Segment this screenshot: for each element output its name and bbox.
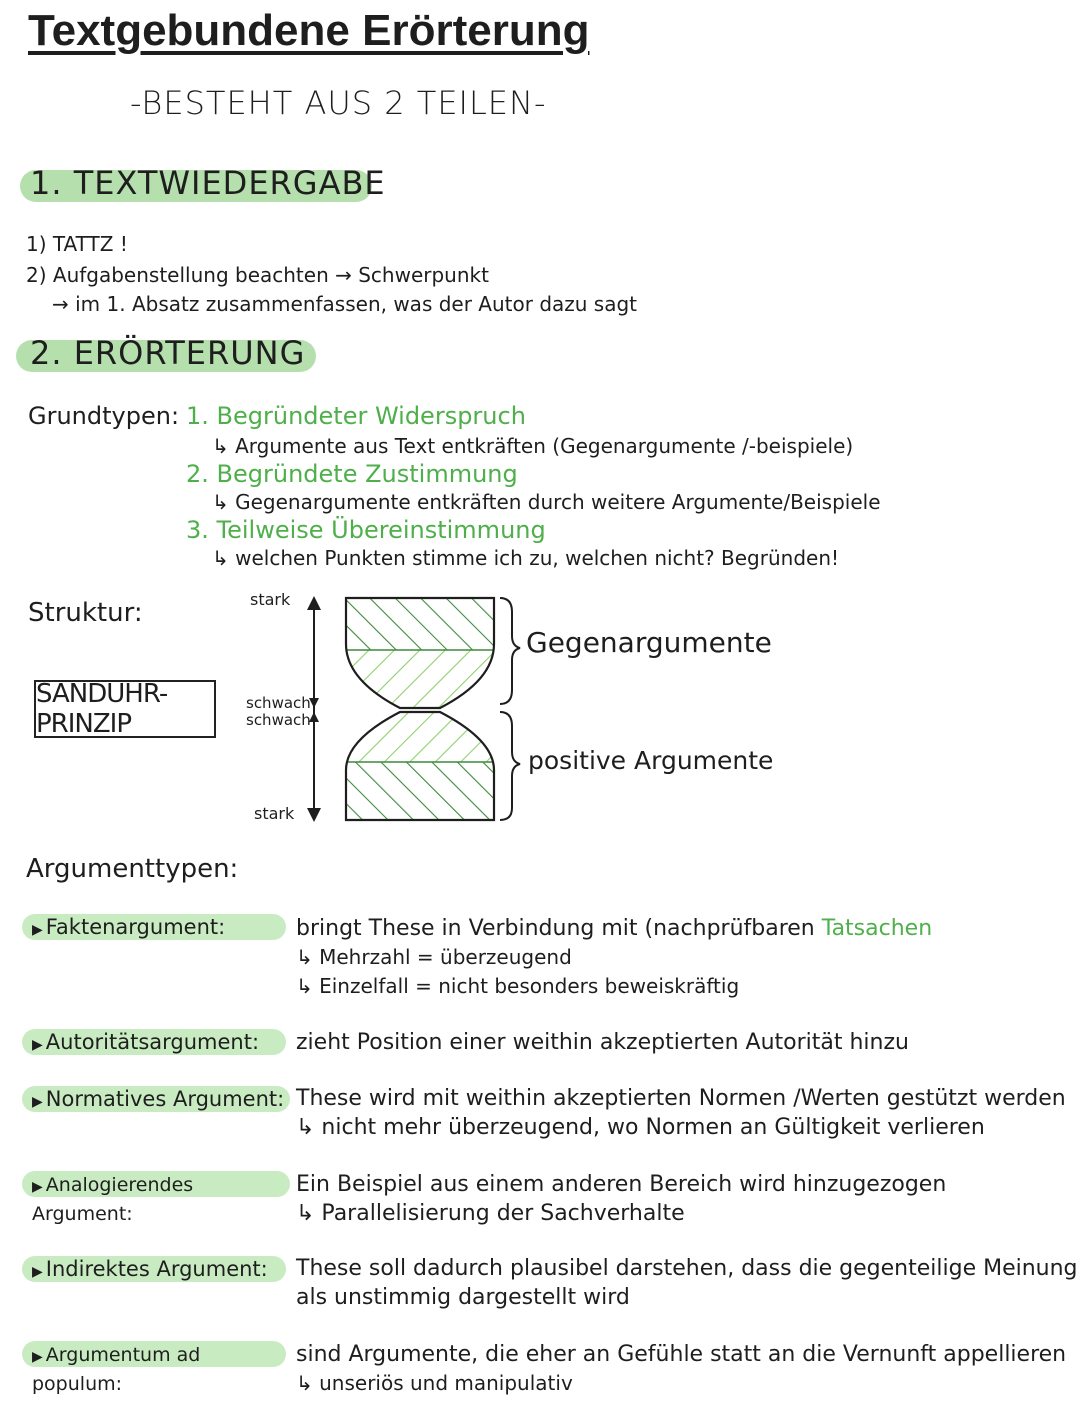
section1-item-3: → im 1. Absatz zusammenfassen, was der Autor dazu sagt [52, 292, 638, 316]
section1-item-1: 1) TATTZ ! [26, 232, 128, 256]
section1-heading: 1. TEXTWIEDERGABE [30, 164, 386, 202]
analogie-line-2: ↳ Parallelisierung der Sachverhalte [296, 1201, 685, 1226]
positive-argumente-label: positive Argumente [528, 746, 774, 775]
autoritaet-line-1: zieht Position einer weithin akzeptierten Autorität hinzu [296, 1030, 909, 1055]
section2-heading: 2. ERÖRTERUNG [30, 334, 306, 372]
argument-tag-fakten: ▶ Faktenargument: [22, 914, 286, 940]
grundtyp-3-desc: ↳ welchen Punkten stimme ich zu, welchen nicht? Begründen! [212, 546, 840, 570]
sanduhr-prinzip-box: SANDUHR-PRINZIP [34, 680, 216, 738]
argument-def-ad-populum [296, 1340, 1066, 1398]
argument-tag-ad-populum: ▶ Argumentum ad populum: [22, 1341, 286, 1367]
subtitle: -BESTEHT AUS 2 TEILEN- [130, 84, 547, 122]
ad-populum-line-2: ↳ unseriös und manipulativ [296, 1371, 573, 1395]
grundtypen-label: Grundtypen: [28, 402, 180, 430]
grundtyp-2-desc: ↳ Gegenargumente entkräften durch weitere Argumente/Beispiele [212, 490, 881, 514]
tatsachen-word: Tatsachen [821, 916, 933, 941]
argument-def-indirekt [296, 1254, 1078, 1312]
struktur-label: Struktur: [28, 598, 143, 628]
analogie-line-1: Ein Beispiel aus einem anderen Bereich wird hinzugezogen [296, 1172, 947, 1197]
arrow-up-icon [307, 596, 321, 610]
ad-populum-line-1: sind Argumente, die eher an Gefühle statt an die Vernunft appellieren [296, 1342, 1067, 1367]
normativ-line-2: ↳ nicht mehr überzeugend, wo Normen an Gültigkeit verlieren [296, 1115, 985, 1140]
argument-def-fakten [296, 914, 932, 1001]
argument-tag-indirekt: ▶ Indirektes Argument: [22, 1256, 286, 1282]
grundtyp-3-title: 3. Teilweise Übereinstimmung [186, 516, 546, 544]
axis-top-label: stark [250, 590, 291, 609]
axis-mid-label-1: schwach [246, 694, 311, 712]
argument-tag-analogie: ▶ Analogierendes Argument: [22, 1171, 290, 1197]
fakten-line-3: ↳ Einzelfall = nicht besonders beweiskräftig [296, 974, 740, 998]
lower-brace [500, 712, 520, 820]
grundtyp-1-title: 1. Begründeter Widerspruch [186, 402, 526, 430]
upper-brace [500, 598, 520, 704]
arrow-down-icon [307, 808, 321, 822]
grundtyp-2-title: 2. Begründete Zustimmung [186, 460, 518, 488]
indirekt-line-2: als unstimmig dargestellt wird [296, 1285, 630, 1310]
argumenttypen-heading: Argumenttypen: [26, 854, 239, 884]
gegenargumente-label: Gegenargumente [526, 626, 772, 659]
section1-item-2: 2) Aufgabenstellung beachten → Schwerpunkt [26, 263, 489, 287]
normativ-line-1: These wird mit weithin akzeptierten Normen /Werten gestützt werden [296, 1086, 1066, 1111]
fakten-line-1: bringt These in Verbindung mit (nachprüfbaren [296, 916, 815, 941]
fakten-line-2: ↳ Mehrzahl = überzeugend [296, 945, 572, 969]
argument-def-autoritaet [296, 1028, 909, 1057]
argument-def-analogie [296, 1170, 946, 1228]
argument-def-normativ [296, 1084, 1066, 1142]
axis-bottom-label: stark [254, 804, 295, 823]
grundtyp-1-desc: ↳ Argumente aus Text entkräften (Gegenargumente /-beispiele) [212, 434, 854, 458]
argument-tag-normativ: ▶ Normatives Argument: [22, 1086, 290, 1112]
page-title: Textgebundene Erörterung [28, 6, 590, 55]
axis-mid-label-2: schwach [246, 711, 311, 729]
argument-tag-autoritaet: ▶ Autoritätsargument: [22, 1029, 286, 1055]
indirekt-line-1: These soll dadurch plausibel darstehen, dass die gegenteilige Meinung [296, 1256, 1078, 1281]
